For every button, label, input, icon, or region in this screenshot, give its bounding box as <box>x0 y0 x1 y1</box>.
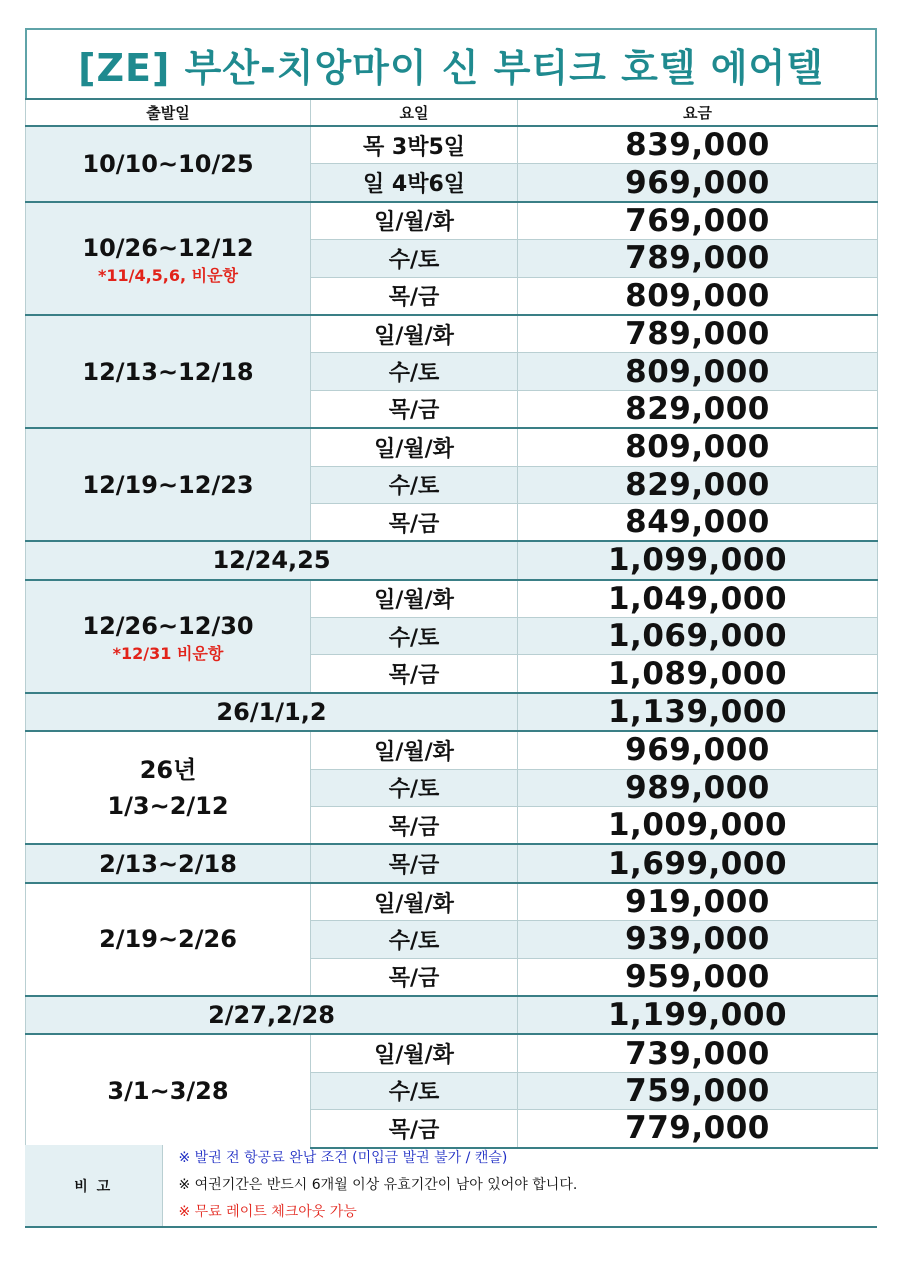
days-cell: 수/토 <box>311 240 518 277</box>
period-cell <box>26 731 311 844</box>
page-title: [ZE] 부산-치앙마이 신 부티크 호텔 에어텔 <box>25 28 877 98</box>
price-cell: 1,099,000 <box>518 541 878 579</box>
days-cell: 수/토 <box>311 618 518 655</box>
days-cell: 수/토 <box>311 921 518 958</box>
remark-passport: ※ 여권기간은 반드시 6개월 이상 유효기간이 남아 있어야 합니다. <box>178 1177 578 1193</box>
price-cell: 789,000 <box>518 315 878 353</box>
days-cell: 목 3박5일 <box>311 126 518 164</box>
price-cell: 939,000 <box>518 921 878 958</box>
days-cell: 목/금 <box>311 277 518 315</box>
days-cell: 목/금 <box>311 844 518 882</box>
remarks-table <box>25 1145 877 1228</box>
period-label: 12/26~12/30 <box>82 611 254 640</box>
rate-sheet <box>25 28 877 1149</box>
period-cell <box>26 126 311 202</box>
days-cell: 목/금 <box>311 1110 518 1148</box>
period-cell <box>26 883 311 996</box>
table-row <box>26 315 878 353</box>
no-flight-note: *12/31 비운항 <box>112 643 224 663</box>
table-row <box>26 731 878 769</box>
table-row <box>26 202 878 240</box>
days-cell: 목/금 <box>311 503 518 541</box>
price-cell: 769,000 <box>518 202 878 240</box>
days-cell: 일/월/화 <box>311 883 518 921</box>
price-cell: 849,000 <box>518 503 878 541</box>
rate-table <box>25 98 878 1149</box>
period-cell <box>26 693 518 731</box>
period-cell <box>26 1034 311 1147</box>
days-cell: 목/금 <box>311 390 518 428</box>
price-cell: 809,000 <box>518 353 878 390</box>
remark-payment: ※ 발권 전 항공료 완납 조건 (미입금 발권 불가 / 캔슬) <box>178 1150 508 1166</box>
table-header-row <box>26 99 878 126</box>
period-label: 26/1/1,2 <box>216 698 327 727</box>
price-cell: 809,000 <box>518 428 878 466</box>
price-cell: 839,000 <box>518 126 878 164</box>
period-cell <box>26 541 518 579</box>
period-cell <box>26 428 311 541</box>
period-cell <box>26 315 311 428</box>
price-cell: 959,000 <box>518 958 878 996</box>
table-row <box>26 996 878 1034</box>
remark-checkout: ※ 무료 레이트 체크아웃 가능 <box>178 1204 357 1220</box>
period-label: 1/3~2/12 <box>107 791 229 820</box>
period-label: 12/24,25 <box>212 546 331 575</box>
table-row <box>26 541 878 579</box>
price-cell: 789,000 <box>518 240 878 277</box>
table-row <box>26 693 878 731</box>
days-cell: 목/금 <box>311 655 518 693</box>
days-cell: 목/금 <box>311 958 518 996</box>
period-cell <box>26 996 518 1034</box>
price-cell: 969,000 <box>518 164 878 202</box>
days-cell: 일/월/화 <box>311 202 518 240</box>
period-label: 12/13~12/18 <box>82 357 254 386</box>
price-cell: 829,000 <box>518 466 878 503</box>
price-cell: 989,000 <box>518 769 878 806</box>
table-row <box>26 428 878 466</box>
price-cell: 1,139,000 <box>518 693 878 731</box>
price-cell: 969,000 <box>518 731 878 769</box>
price-cell: 919,000 <box>518 883 878 921</box>
days-cell: 일/월/화 <box>311 580 518 618</box>
days-cell: 일/월/화 <box>311 731 518 769</box>
remarks-label: 비 고 <box>25 1145 162 1227</box>
days-cell: 목/금 <box>311 807 518 845</box>
days-cell: 일 4박6일 <box>311 164 518 202</box>
table-row <box>26 580 878 618</box>
table-row <box>26 844 878 882</box>
period-cell <box>26 202 311 315</box>
days-cell: 수/토 <box>311 466 518 503</box>
days-cell: 수/토 <box>311 769 518 806</box>
table-row <box>26 126 878 164</box>
days-cell: 수/토 <box>311 353 518 390</box>
price-cell: 829,000 <box>518 390 878 428</box>
period-cell <box>26 844 311 882</box>
price-cell: 809,000 <box>518 277 878 315</box>
price-cell: 1,049,000 <box>518 580 878 618</box>
price-cell: 1,069,000 <box>518 618 878 655</box>
table-row <box>26 1034 878 1072</box>
price-cell: 1,089,000 <box>518 655 878 693</box>
price-cell: 1,009,000 <box>518 807 878 845</box>
header-days: 요일 <box>311 99 518 126</box>
period-year: 26년 <box>139 755 197 784</box>
period-label: 2/13~2/18 <box>99 849 237 878</box>
table-row <box>26 883 878 921</box>
days-cell: 일/월/화 <box>311 428 518 466</box>
period-label: 3/1~3/28 <box>107 1077 229 1106</box>
days-cell: 일/월/화 <box>311 1034 518 1072</box>
remarks-list <box>162 1145 877 1227</box>
price-cell: 739,000 <box>518 1034 878 1072</box>
period-label: 12/19~12/23 <box>82 470 254 499</box>
period-label: 2/27,2/28 <box>208 1001 335 1030</box>
header-price: 요금 <box>518 99 878 126</box>
period-cell <box>26 580 311 693</box>
price-cell: 759,000 <box>518 1072 878 1109</box>
header-departure: 출발일 <box>26 99 311 126</box>
period-label: 2/19~2/26 <box>99 925 237 954</box>
days-cell: 수/토 <box>311 1072 518 1109</box>
no-flight-note: *11/4,5,6, 비운항 <box>97 265 239 285</box>
price-cell: 779,000 <box>518 1110 878 1148</box>
period-label: 10/26~12/12 <box>82 233 254 262</box>
period-label: 10/10~10/25 <box>82 149 254 178</box>
days-cell: 일/월/화 <box>311 315 518 353</box>
price-cell: 1,199,000 <box>518 996 878 1034</box>
price-cell: 1,699,000 <box>518 844 878 882</box>
